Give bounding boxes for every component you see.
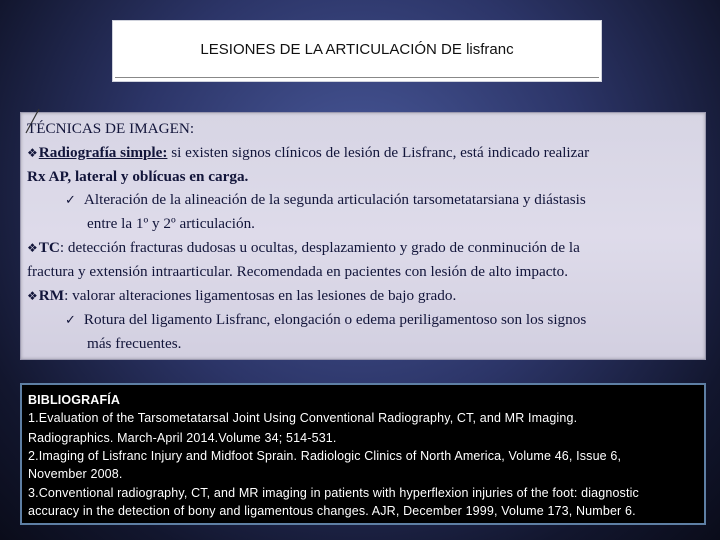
- radiography-sign-cont: entre la 1º y 2º articulación.: [87, 215, 255, 232]
- mri-sign-text: Rotura del ligamento Lisfranc, elongación o edema periligamentoso son los signos: [83, 311, 587, 328]
- diamond-bullet-icon: ❖: [27, 146, 38, 160]
- radiography-text: si existen signos clínicos de lesión de Lisfranc, está indicado realizar: [167, 144, 590, 161]
- ct-label: TC: [38, 239, 60, 256]
- ct-item: [27, 236, 580, 261]
- radiography-sign-text: Alteración de la alineación de la segunda articulación tarsometatarsiana y diástasis: [83, 191, 586, 208]
- mri-text: : valorar alteraciones ligamentosas en las lesiones de bajo grado.: [64, 287, 457, 304]
- ct-item-cont: fractura y extensión intraarticular. Recomendada en pacientes con lesión de alto impacto.: [27, 263, 569, 280]
- bibliography-line: 2.Imaging of Lisfranc Injury and Midfoot Sprain. Radiologic Clinics of North America, Volume 46, Issue 6,: [28, 449, 622, 463]
- mri-sign: [65, 308, 586, 333]
- diamond-bullet-icon: ❖: [27, 289, 38, 303]
- mri-item: [27, 284, 456, 309]
- radiography-label: Radiografía simple:: [38, 144, 168, 161]
- radiography-views: Rx AP, lateral y oblícuas en carga.: [27, 168, 249, 185]
- check-bullet-icon: ✓: [65, 313, 76, 328]
- ct-text: : detección fracturas dudosas u ocultas, desplazamiento y grado de conminución de la: [59, 239, 580, 256]
- mri-sign-cont: más frecuentes.: [87, 335, 182, 352]
- title-box: [112, 20, 602, 82]
- mri-label: RM: [38, 287, 65, 304]
- bibliography-line: 1.Evaluation of the Tarsometatarsal Joint Using Conventional Radiography, CT, and MR Imaging.: [28, 411, 578, 425]
- bibliography-line: accuracy in the detection of bony and ligamentous changes. AJR, December 1999, Volume 173, Number 6.: [28, 504, 636, 518]
- bibliography-heading: BIBLIOGRAFÍA: [28, 393, 121, 407]
- techniques-heading: TÉCNICAS DE IMAGEN:: [27, 120, 195, 137]
- page-title: LESIONES DE LA ARTICULACIÓN DE lisfranc: [200, 41, 514, 58]
- bibliography-line: 3.Conventional radiography, CT, and MR imaging in patients with hyperflexion injuries of the foot: diagnostic: [28, 486, 639, 500]
- diamond-bullet-icon: ❖: [27, 241, 38, 255]
- title-divider: [115, 77, 599, 78]
- bibliography-box: [20, 383, 706, 525]
- check-bullet-icon: ✓: [65, 193, 76, 208]
- radiography-item: [27, 141, 589, 166]
- bibliography-line: November 2008.: [28, 467, 123, 481]
- bibliography-line: Radiographics. March-April 2014.Volume 34; 514-531.: [28, 431, 337, 445]
- radiography-sign: [65, 188, 586, 213]
